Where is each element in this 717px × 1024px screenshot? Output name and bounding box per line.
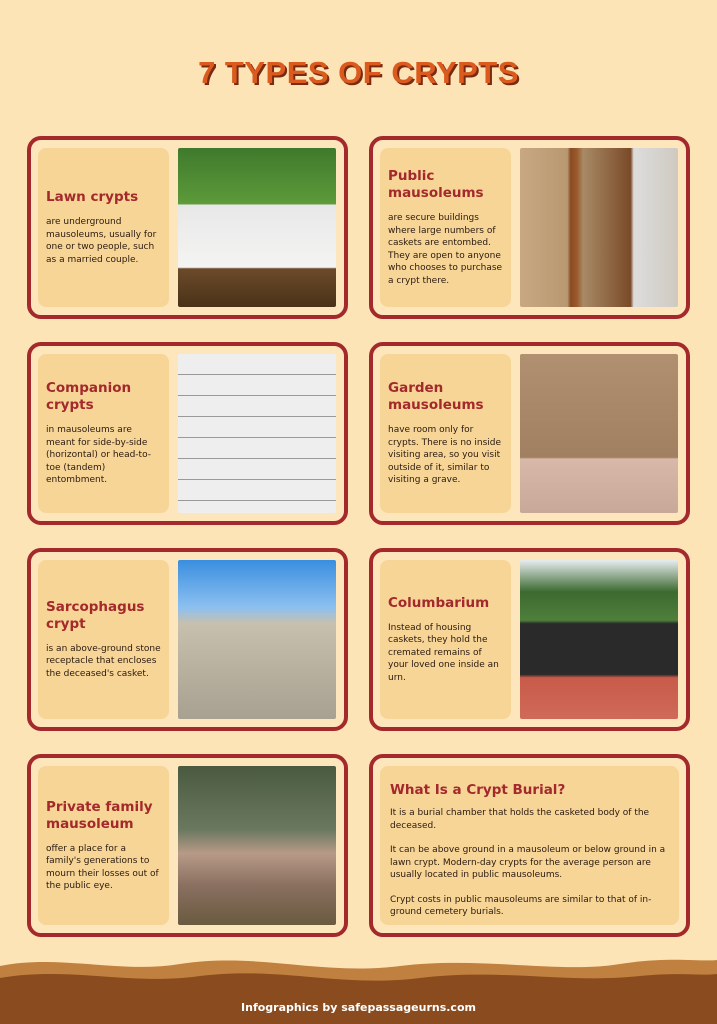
card-heading: Columbarium <box>388 594 490 611</box>
card-columbarium <box>369 548 690 731</box>
card-companion-crypts <box>27 342 348 525</box>
card-heading: Companion crypts <box>46 380 132 414</box>
info-paragraph: It can be above ground in a mausoleum or below ground in a lawn crypt. Modern-day crypts for the average person are usually located in public mausoleums. <box>390 845 666 880</box>
info-paragraph: It is a burial chamber that holds the casketed body of the deceased. <box>390 808 650 831</box>
companion-crypt-diagram <box>178 354 336 513</box>
card-lawn-crypts <box>27 136 348 319</box>
card-text: is an above-ground stone receptacle that encloses the deceased's casket. <box>46 643 161 679</box>
card-text: offer a place for a family's generations to mourn their losses out of the public eye. <box>46 843 159 891</box>
card-heading: Garden mausoleums <box>388 380 484 414</box>
card-heading: Public mausoleums <box>388 168 484 201</box>
garden-mausoleum-image <box>520 354 678 513</box>
info-paragraph: Crypt costs in public mausoleums are similar to that of in-ground cemetery burials. <box>390 894 652 917</box>
card-text: in mausoleums are meant for side-by-side (horizontal) or head-to-toe (tandem) entombment. <box>46 425 152 486</box>
card-text: Instead of housing caskets, they hold the cremated remains of your loved one inside an urn. <box>388 622 499 683</box>
card-public-mausoleums <box>369 136 690 319</box>
card-heading: Lawn crypts <box>46 189 139 205</box>
card-what-is-crypt-burial <box>369 754 690 937</box>
card-text: are underground mausoleums, usually for one or two people, such as a married couple. <box>46 217 157 265</box>
card-sarcophagus-crypt <box>27 548 348 731</box>
sarcophagus-image <box>178 560 336 719</box>
info-heading: What Is a Crypt Burial? <box>390 782 566 798</box>
family-mausoleum-image <box>178 766 336 925</box>
card-heading: Sarcophagus crypt <box>46 598 145 632</box>
card-private-family-mausoleum <box>27 754 348 937</box>
columbarium-image <box>520 560 678 719</box>
public-mausoleum-image <box>520 148 678 307</box>
card-garden-mausoleums <box>369 342 690 525</box>
page-title: 7 TYPES OF CRYPTS <box>198 55 519 90</box>
footer-credit: Infographics by safepassageurns.com <box>241 1001 476 1014</box>
lawn-crypt-image <box>178 148 336 307</box>
card-text: have room only for crypts. There is no inside visiting area, so you visit outside of it, similar to visiting a grave. <box>388 425 502 486</box>
card-text: are secure buildings where large numbers of caskets are entombed. They are open to anyone who chooses to purchase a crypt there. <box>388 213 503 286</box>
card-heading: Private family mausoleum <box>46 798 153 832</box>
